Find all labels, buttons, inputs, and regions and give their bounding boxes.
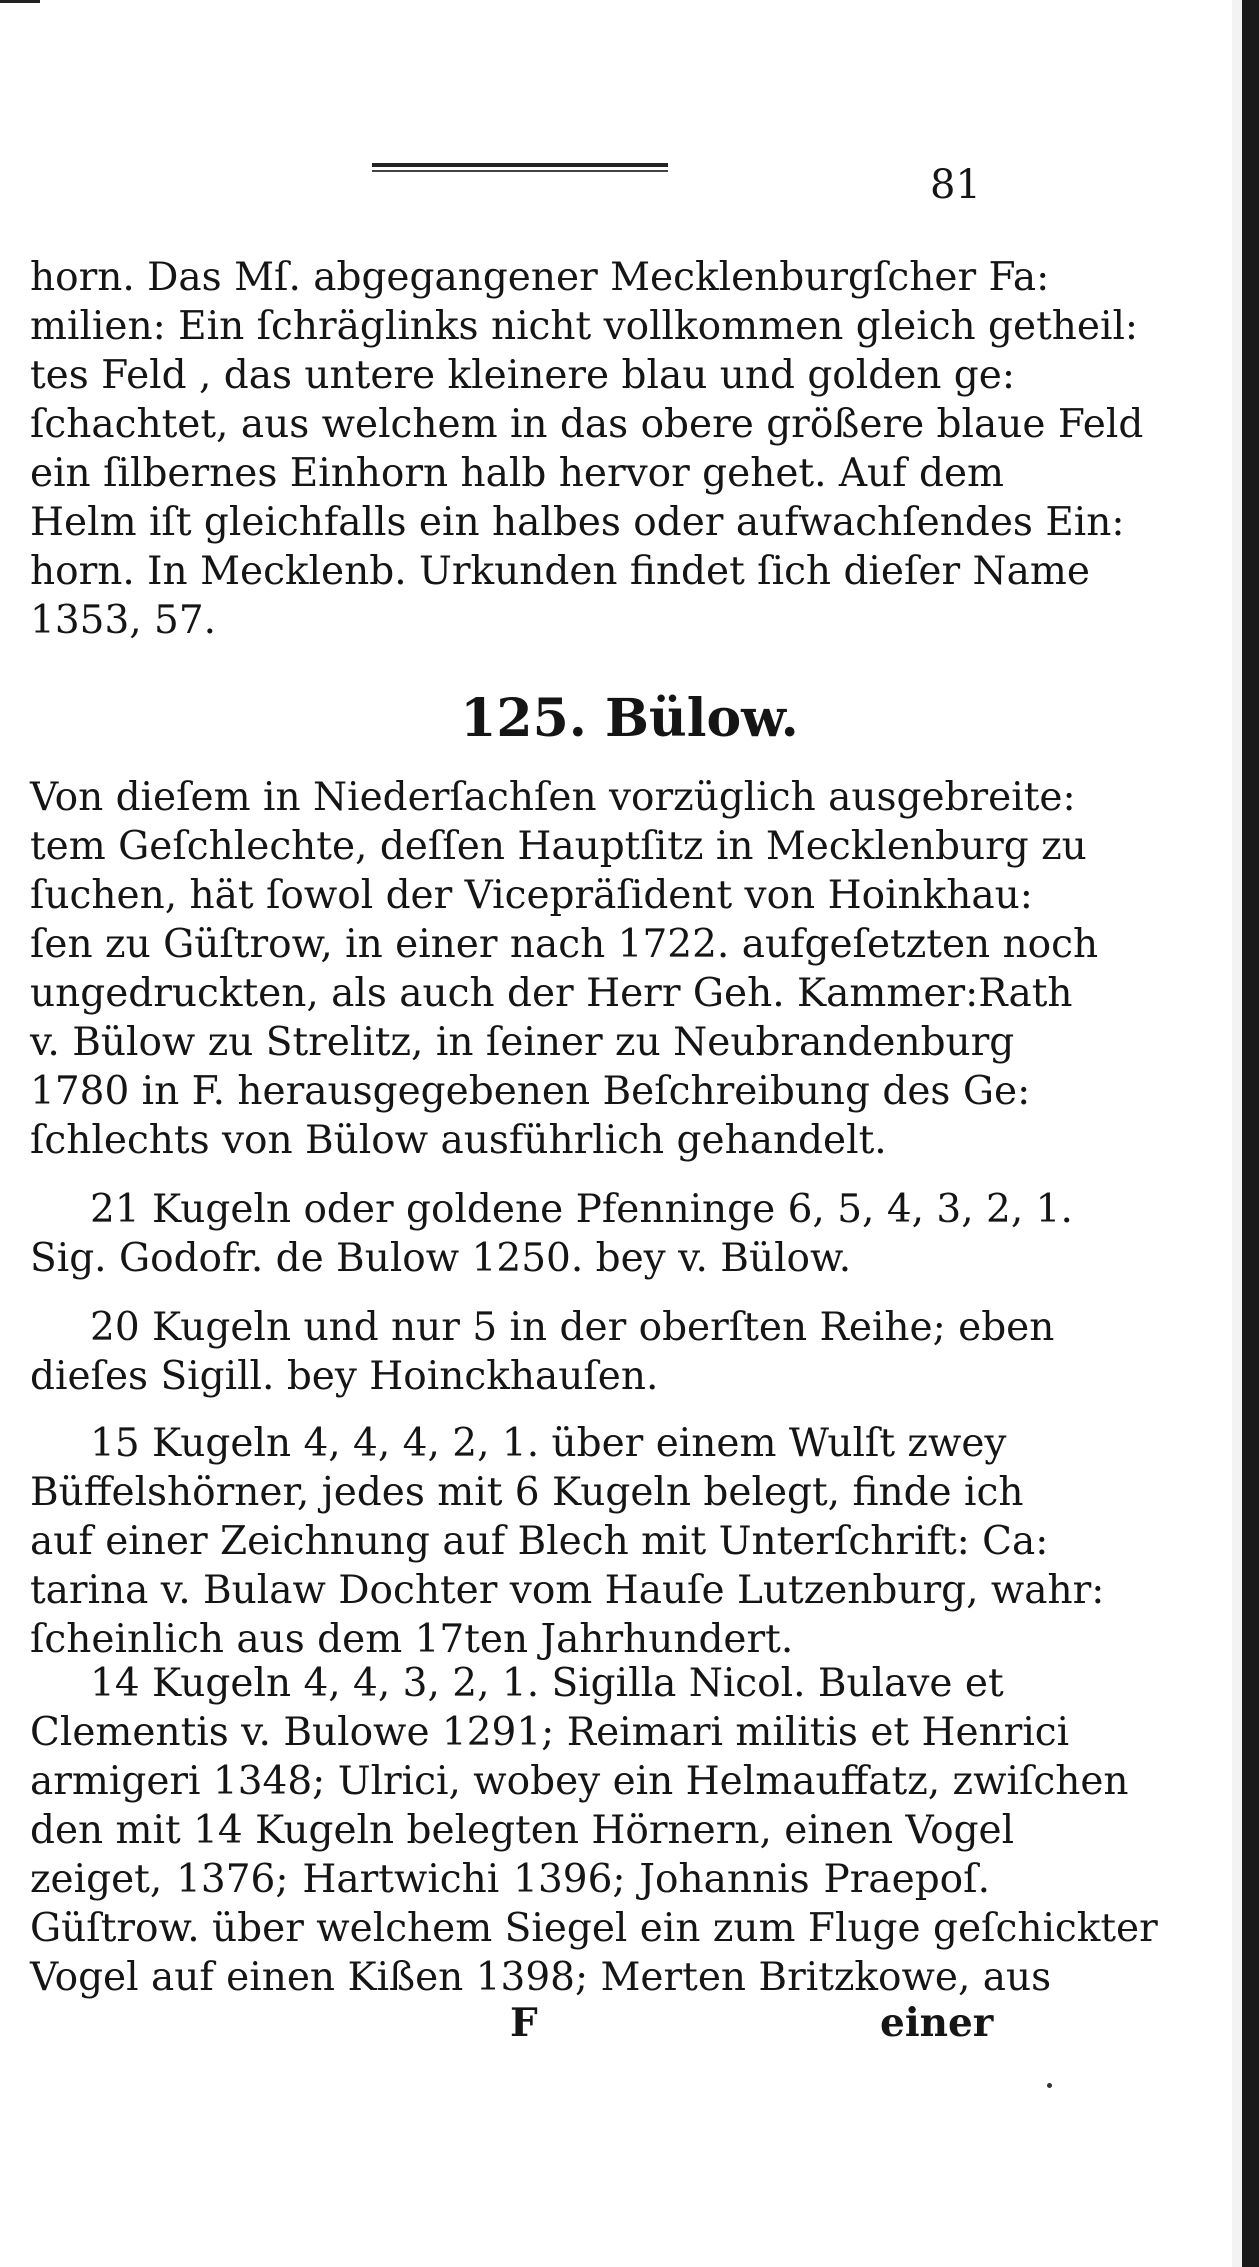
entry-line: Sig. Godofr. de Bulow 1250. bey v. Bülow. bbox=[30, 1236, 852, 1281]
text-line: v. Bülow zu Strelitz, in ſeiner zu Neubrandenburg bbox=[30, 1020, 1015, 1065]
entry-line: 14 Kugeln 4, 4, 3, 2, 1. Sigilla Nicol. Bulave et bbox=[90, 1661, 1004, 1706]
text-line: 1780 in F. herausgegebenen Beſchreibung des Ge: bbox=[30, 1069, 1031, 1114]
entry-line: zeiget, 1376; Hartwichi 1396; Johannis Praepoſ. bbox=[30, 1857, 990, 1902]
text-line: ſchlechts von Bülow ausführlich gehandelt. bbox=[30, 1118, 887, 1163]
text-line: ſuchen, hät ſowol der Vicepräſident von Hoinkhau: bbox=[30, 873, 1033, 918]
text-line: tes Feld , das untere kleinere blau und golden ge: bbox=[30, 353, 1015, 398]
entry-line: dieſes Sigill. bey Hoinckhauſen. bbox=[30, 1354, 659, 1399]
entry-line: tarina v. Bulaw Dochter vom Hauſe Lutzenburg, wahr: bbox=[30, 1568, 1105, 1613]
text-line: ſchachtet, aus welchem in das obere größere blaue Feld bbox=[30, 402, 1144, 447]
scan-edge-gap bbox=[1232, 0, 1242, 2267]
text-line: Helm iſt gleichfalls ein halbes oder aufwachſendes Ein: bbox=[30, 500, 1125, 545]
text-line: horn. Das Mſ. abgegangener Mecklenburgſcher Fa: bbox=[30, 255, 1050, 300]
entry-line: Güſtrow. über welchem Siegel ein zum Fluge geſchickter bbox=[30, 1906, 1158, 1951]
text-line: horn. In Mecklenb. Urkunden findet ſich dieſer Name bbox=[30, 549, 1090, 594]
catchword: einer bbox=[880, 2000, 994, 2046]
text-line: tem Geſchlechte, deſſen Hauptſitz in Mecklenburg zu bbox=[30, 824, 1087, 869]
signature-mark: F bbox=[510, 2000, 538, 2046]
entry-line: Vogel auf einen Kißen 1398; Merten Britzkowe, aus bbox=[30, 1955, 1052, 2000]
entry-line: den mit 14 Kugeln belegten Hörnern, einen Vogel bbox=[30, 1808, 1015, 1853]
page-number: 81 bbox=[930, 162, 981, 208]
text-line: 1353, 57. bbox=[30, 598, 217, 643]
text-line: ein ſilbernes Einhorn halb hervor gehet. Auf dem bbox=[30, 451, 1005, 496]
entry-line: auf einer Zeichnung auf Blech mit Unterſchrift: Ca: bbox=[30, 1519, 1049, 1564]
entry-line: 21 Kugeln oder goldene Pfenninge 6, 5, 4, 3, 2, 1. bbox=[90, 1187, 1073, 1232]
text-line: Von dieſem in Niederſachſen vorzüglich ausgebreite: bbox=[30, 775, 1076, 820]
section-heading: 125. Bülow. bbox=[460, 688, 799, 749]
scan-speck bbox=[1047, 2083, 1052, 2088]
text-line: milien: Ein ſchräglinks nicht vollkommen gleich getheil: bbox=[30, 304, 1139, 349]
text-line: ungedruckten, als auch der Herr Geh. Kammer:Rath bbox=[30, 971, 1073, 1016]
entry-line: armigeri 1348; Ulrici, wobey ein Helmauffatz, zwiſchen bbox=[30, 1759, 1129, 1804]
entry-line: Büffelshörner, jedes mit 6 Kugeln belegt, finde ich bbox=[30, 1470, 1024, 1515]
page-corner-mark bbox=[0, 0, 40, 3]
header-ornament-rule bbox=[372, 163, 668, 173]
entry-line: ſcheinlich aus dem 17ten Jahrhundert. bbox=[30, 1617, 794, 1662]
entry-line: Clementis v. Bulowe 1291; Reimari militis et Henrici bbox=[30, 1710, 1070, 1755]
entry-line: 20 Kugeln und nur 5 in der oberſten Reihe; eben bbox=[90, 1305, 1055, 1350]
scan-edge-shadow bbox=[1242, 0, 1259, 2267]
text-line: ſen zu Güſtrow, in einer nach 1722. aufgeſetzten noch bbox=[30, 922, 1099, 967]
entry-line: 15 Kugeln 4, 4, 4, 2, 1. über einem Wulſt zwey bbox=[90, 1421, 1007, 1466]
